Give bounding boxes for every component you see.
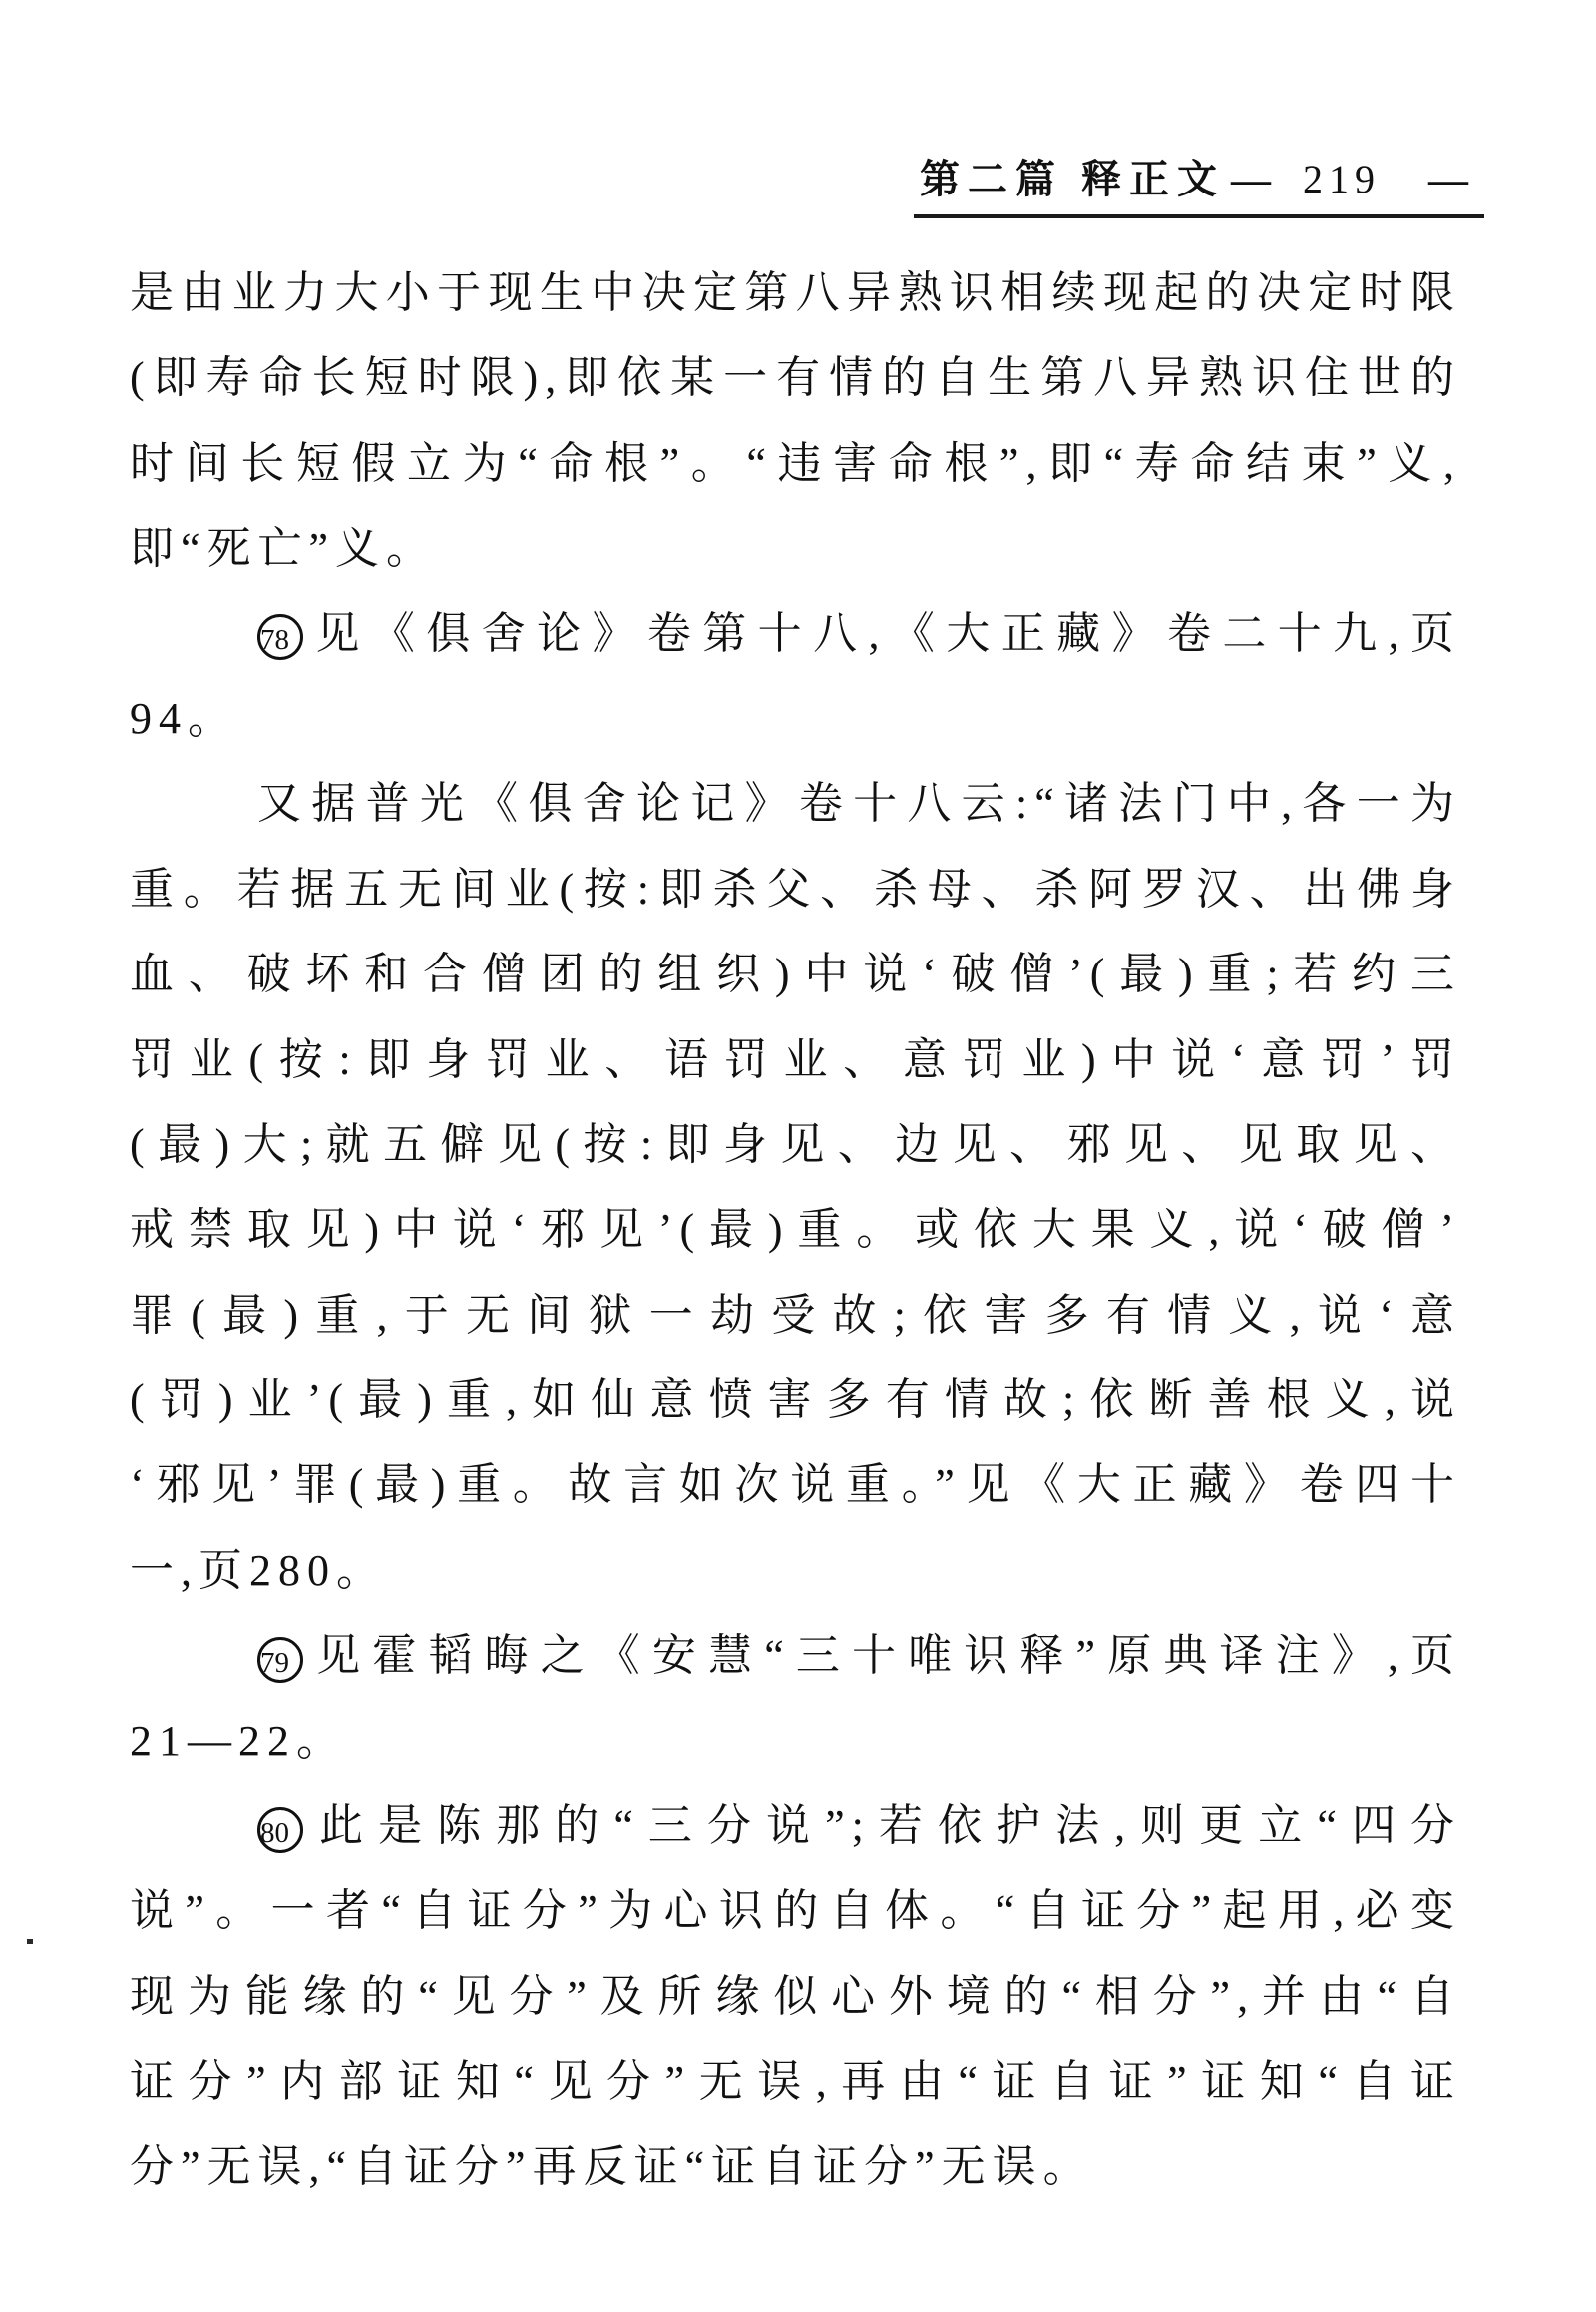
text-line: ‘邪见’罪(最)重。故言如次说重。”见《大正藏》卷四十: [130, 1460, 1461, 1510]
text-line: 21—22。: [130, 1716, 347, 1765]
page-body: [130, 250, 1461, 2209]
footnote-line: [130, 1613, 1461, 1698]
header-section-title: 第二篇 释正文: [920, 157, 1225, 201]
footnote-line: [130, 1783, 1461, 1868]
text-line: 罪(最)重,于无间狱一劫受故;依害多有情义,说‘意: [130, 1290, 1461, 1340]
header-dash-left: —: [1231, 157, 1275, 201]
scan-artifact-dot: [27, 1939, 33, 1944]
text-line: 分”无误,“自证分”再反证“证自证分”无误。: [130, 2141, 1094, 2191]
footnote-line: [130, 591, 1461, 676]
footnote-number-80: 80: [257, 1807, 303, 1853]
footnote-number-79: 79: [257, 1637, 303, 1683]
text-line: 即“死亡”义。: [130, 524, 438, 574]
header-page-number: 219: [1303, 157, 1381, 201]
text-line: (罚)业’(最)重,如仙意愤害多有情故;依断善根义,说: [130, 1375, 1461, 1425]
text-line: (即寿命长短时限),即依某一有情的自生第八异熟识住世的: [130, 353, 1461, 403]
text-line: 又据普光《俱舍论记》卷十八云:“诸法门中,各一为: [257, 779, 1461, 829]
text-line: 时间长短假立为“命根”。“违害命根”,即“寿命结束”义,: [130, 438, 1461, 488]
footnote-text: 此是陈那的“三分说”;若依护法,则更立“四分: [311, 1801, 1461, 1851]
text-line: 证分”内部证知“见分”无误,再由“证自证”证知“自证: [130, 2057, 1461, 2107]
footnote-text: 见《俱舍论》卷第十八,《大正藏》卷二十九,页: [311, 608, 1461, 658]
footnote-text: 见霍韬晦之《安慧“三十唯识释”原典译注》,页: [311, 1631, 1461, 1681]
text-line: 戒禁取见)中说‘邪见’(最)重。或依大果义,说‘破僧’: [130, 1205, 1461, 1255]
text-line: 重。若据五无间业(按:即杀父、杀母、杀阿罗汉、出佛身: [130, 864, 1461, 914]
text-line: 94。: [130, 693, 238, 743]
running-header: [914, 148, 1484, 218]
header-dash-right: —: [1428, 157, 1472, 201]
text-line: 罚业(按:即身罚业、语罚业、意罚业)中说‘意罚’罚: [130, 1034, 1461, 1084]
text-line: 一,页280。: [130, 1545, 387, 1595]
text-line: (最)大;就五僻见(按:即身见、边见、邪见、见取见、: [130, 1119, 1461, 1169]
text-line: 现为能缘的“见分”及所缘似心外境的“相分”,并由“自: [130, 1971, 1461, 2021]
text-line: 说”。一者“自证分”为心识的自体。“自证分”起用,必变: [130, 1886, 1461, 1936]
footnote-number-78: 78: [257, 614, 303, 660]
text-line: 血、破坏和合僧团的组织)中说‘破僧’(最)重;若约三: [130, 950, 1461, 999]
text-line: 是由业力大小于现生中决定第八异熟识相续现起的决定时限: [130, 268, 1461, 317]
